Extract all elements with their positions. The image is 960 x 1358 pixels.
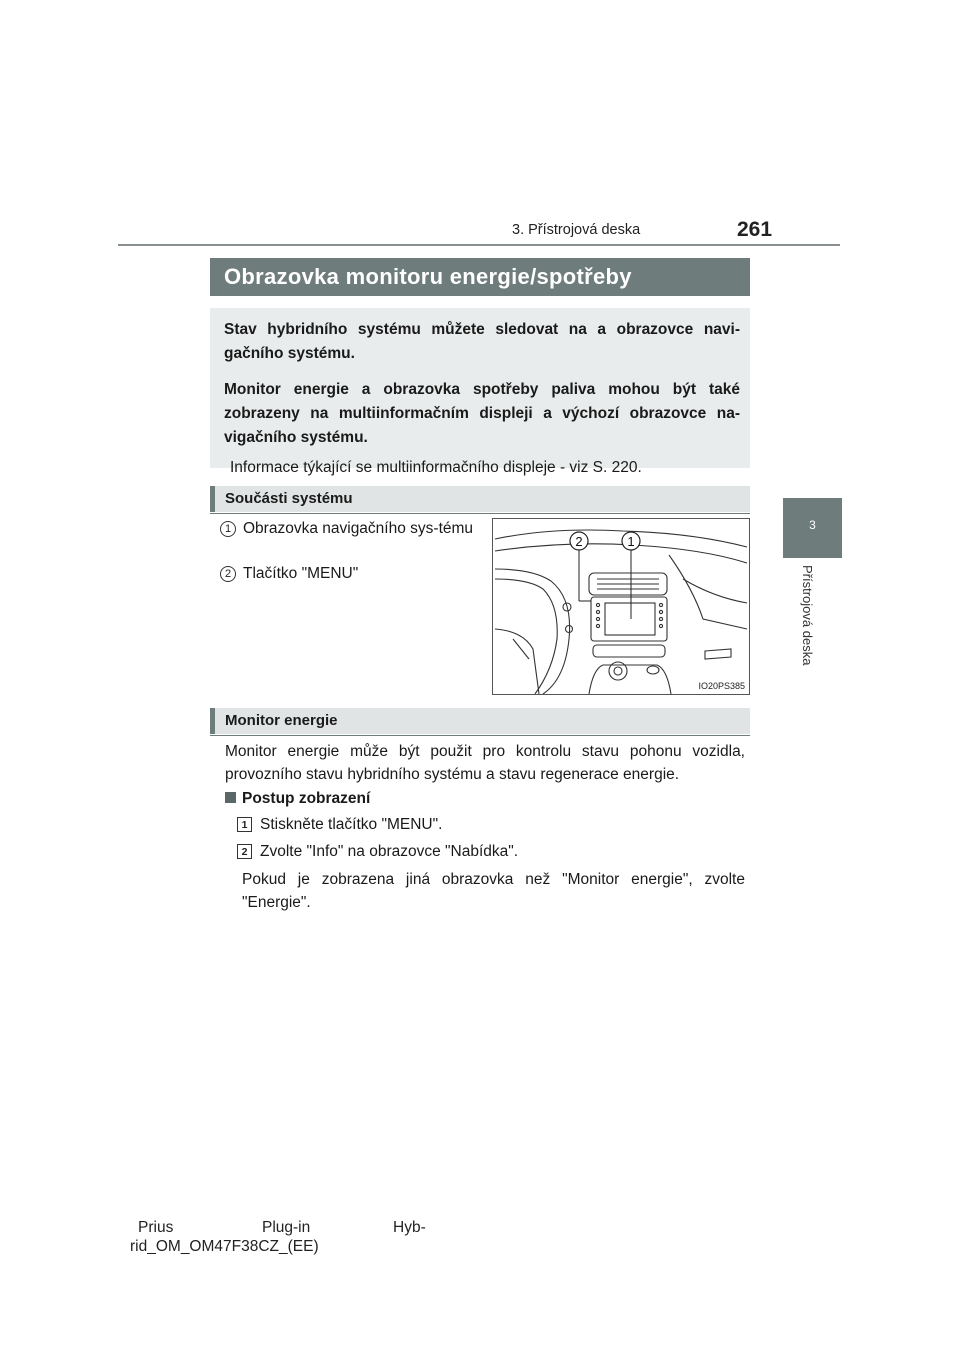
footer-doc-id: rid_OM_OM47F38CZ_(EE) xyxy=(130,1238,319,1255)
monitor-paragraph: Monitor energie může být použit pro kontrolu stavu pohonu vozidla, provozního stavu hybridního systému a stavu regenerace energie. xyxy=(225,743,745,783)
page-number: 261 xyxy=(737,218,773,241)
item-number-1: 1 xyxy=(220,521,236,537)
footer-model-2: Plug-in xyxy=(262,1219,311,1236)
section-title: Obrazovka monitoru energie/spotřeby xyxy=(210,258,750,296)
square-bullet-icon xyxy=(225,792,236,803)
chapter-title: 3. Přístrojová deska xyxy=(512,222,641,238)
intro-box xyxy=(210,308,750,476)
footer-model-1: Prius xyxy=(138,1219,174,1236)
callout-2: 2 xyxy=(575,534,583,549)
footer-model-3: Hyb- xyxy=(393,1219,426,1236)
monitor-heading: Monitor energie xyxy=(210,708,750,734)
chapter-tab: 3 xyxy=(783,498,842,558)
intro-paragraph-1: Stav hybridního systému můžete sledovat na a obrazovce navi-gačního systému. xyxy=(224,321,740,362)
dashboard-illustration xyxy=(493,519,749,694)
step-2: Zvolte "Info" na obrazovce "Nabídka". xyxy=(260,843,519,860)
component-item-2: Tlačítko "MENU" xyxy=(243,565,359,582)
components-heading: Součásti systému xyxy=(210,486,750,512)
step-note: Pokud je zobrazena jiná obrazovka než "Monitor energie", zvolte "Energie". xyxy=(242,871,745,911)
intro-reference: Informace týkající se multiinformačního displeje - viz S. 220. xyxy=(230,459,642,476)
procedure-title: Postup zobrazení xyxy=(242,790,371,807)
intro-paragraph-2: Monitor energie a obrazovka spotřeby paliva mohou být také zobrazeny na multiinformačním displeji a výchozí obrazovce na-vigačního systému. xyxy=(224,381,740,446)
step-1: Stiskněte tlačítko "MENU". xyxy=(260,816,443,833)
step-number-1: 1 xyxy=(237,817,252,832)
procedure-heading xyxy=(225,790,370,808)
component-item-1: Obrazovka navigačního sys-tému xyxy=(243,520,474,537)
callout-1: 1 xyxy=(627,534,635,549)
chapter-tab-label: Přístrojová deska xyxy=(800,565,815,666)
figure-code: IO20PS385 xyxy=(698,681,745,691)
item-number-2: 2 xyxy=(220,566,236,582)
step-number-2: 2 xyxy=(237,844,252,859)
dashboard-figure xyxy=(492,518,750,695)
header-rule xyxy=(118,244,840,246)
